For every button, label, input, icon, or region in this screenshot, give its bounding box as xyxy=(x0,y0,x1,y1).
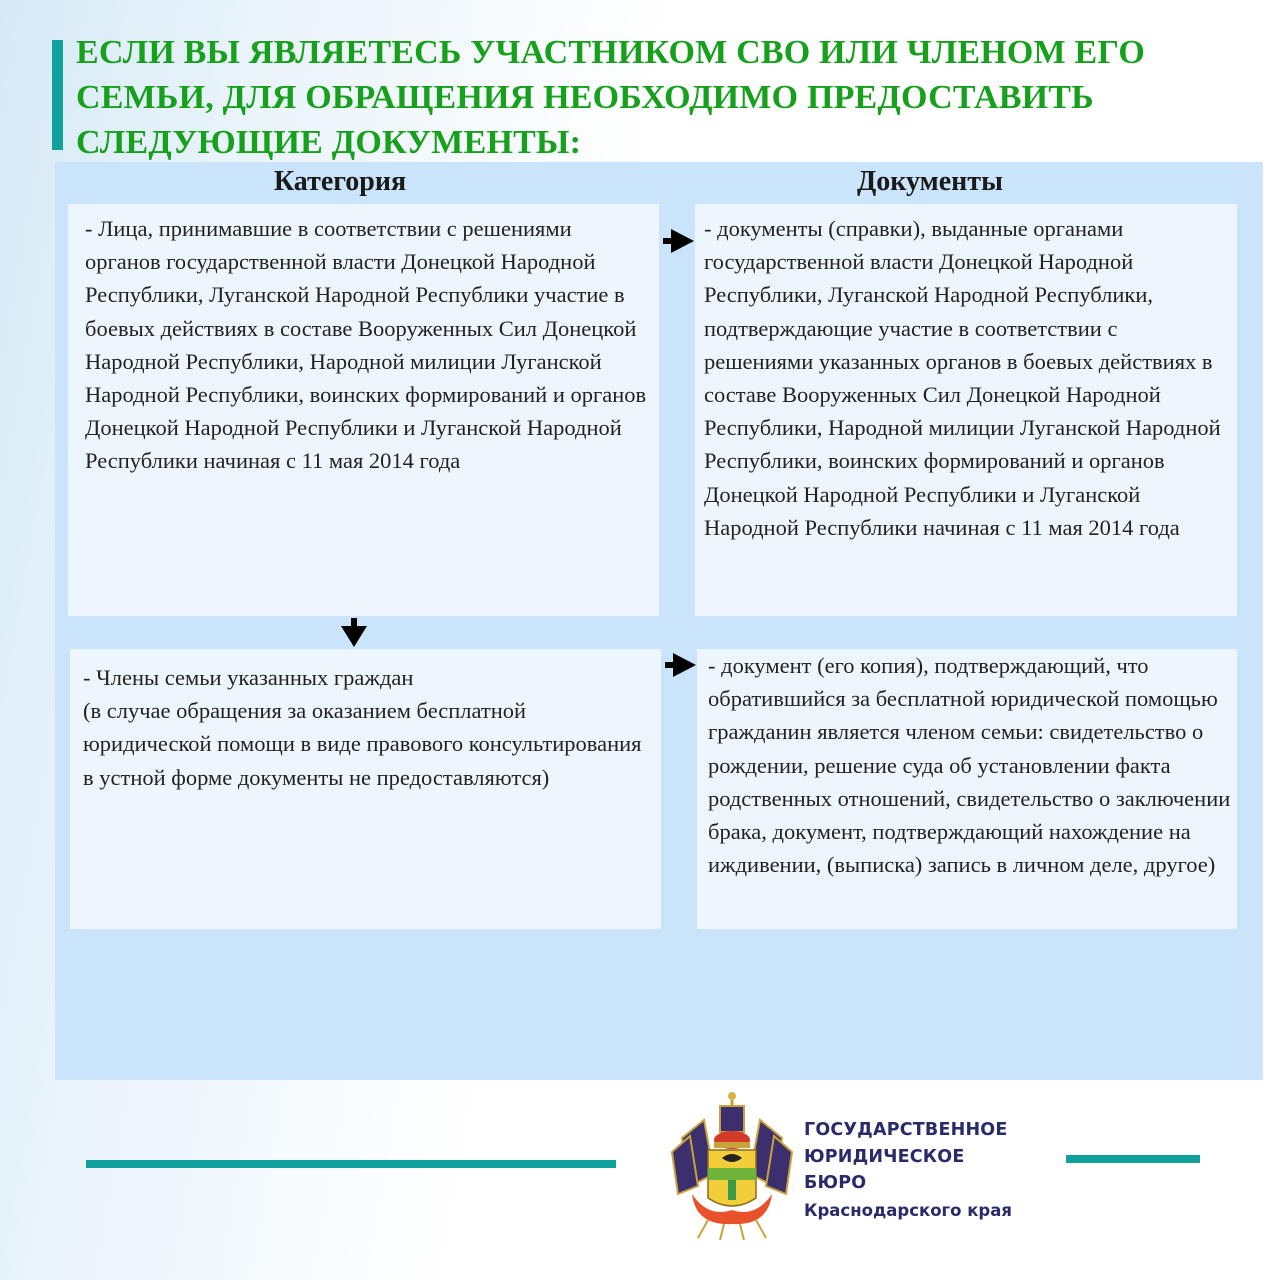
documents-text: - документ (его копия), подтверждающий, что обратившийся за бесплатной юридической помощью гражданин является членом семьи: свидетельство о рождении, решение суда об установлении факта родственных отношений, свидетельство о заключении брака, документ, подтверждающий нахождение на иждивении, (выписка) запись в личном деле, другое) xyxy=(708,653,1231,878)
title-line: ЕСЛИ ВЫ ЯВЛЯЕТЕСЬ УЧАСТНИКОМ СВО ИЛИ ЧЛЕНОМ ЕГО xyxy=(76,34,1146,71)
footer-divider-right xyxy=(1066,1155,1200,1163)
column-header-documents: Документы xyxy=(857,166,1003,197)
title-line: СЛЕДУЮЩИЕ ДОКУМЕНТЫ: xyxy=(76,124,582,161)
category-text: - Лица, принимавшие в соответствии с решениями органов государственной власти Донецкой Народной Республики, Луганской Народной Республики участие в боевых действиях в составе Вооруженных Сил Донецкой Народной Республики, Народной милиции Луганской Народной Республики, воинских формирований и органов Донецкой Народной Республики и Луганской Народной Республики начиная с 11 мая 2014 года xyxy=(85,216,647,474)
org-name-line: ГОСУДАРСТВЕННОЕ xyxy=(804,1120,1008,1140)
org-name-line: БЮРО xyxy=(804,1173,867,1193)
page-title xyxy=(76,30,1256,165)
column-header-category: Категория xyxy=(273,166,407,197)
arrow-right-icon xyxy=(663,228,695,254)
footer-divider-left xyxy=(86,1160,616,1168)
arrow-right-icon xyxy=(665,652,697,678)
organization-name xyxy=(804,1117,1012,1225)
category-note: (в случае обращения за оказанием бесплатной юридической помощи в виде правового консультирования в устной форме документы не предоставляются) xyxy=(83,698,642,790)
krasnodar-emblem-icon xyxy=(668,1090,796,1240)
arrow-down-icon xyxy=(340,618,368,648)
title-line: СЕМЬИ, ДЛЯ ОБРАЩЕНИЯ НЕОБХОДИМО ПРЕДОСТАВИТЬ xyxy=(76,79,1094,116)
category-cell-family-members xyxy=(70,649,661,929)
category-cell-participants xyxy=(68,204,659,616)
org-region: Краснодарского края xyxy=(804,1200,1012,1220)
documents-cell-family-members xyxy=(697,649,1237,929)
documents-cell-participants xyxy=(695,204,1237,616)
documents-text: - документы (справки), выданные органами государственной власти Донецкой Народной Республики, Луганской Народной Республики, подтверждающие участие в соответствии с решениями указанных органов в боевых действиях в составе Вооруженных Сил Донецкой Народной Республики, Народной милиции Луганской Народной Республики, воинских формирований и органов Донецкой Народной Республики и Луганской Народной Республики начиная с 11 мая 2014 года xyxy=(704,216,1221,540)
org-name-line: ЮРИДИЧЕСКОЕ xyxy=(804,1146,965,1167)
category-text: - Члены семьи указанных граждан xyxy=(83,665,414,690)
title-accent-bar xyxy=(52,40,63,150)
